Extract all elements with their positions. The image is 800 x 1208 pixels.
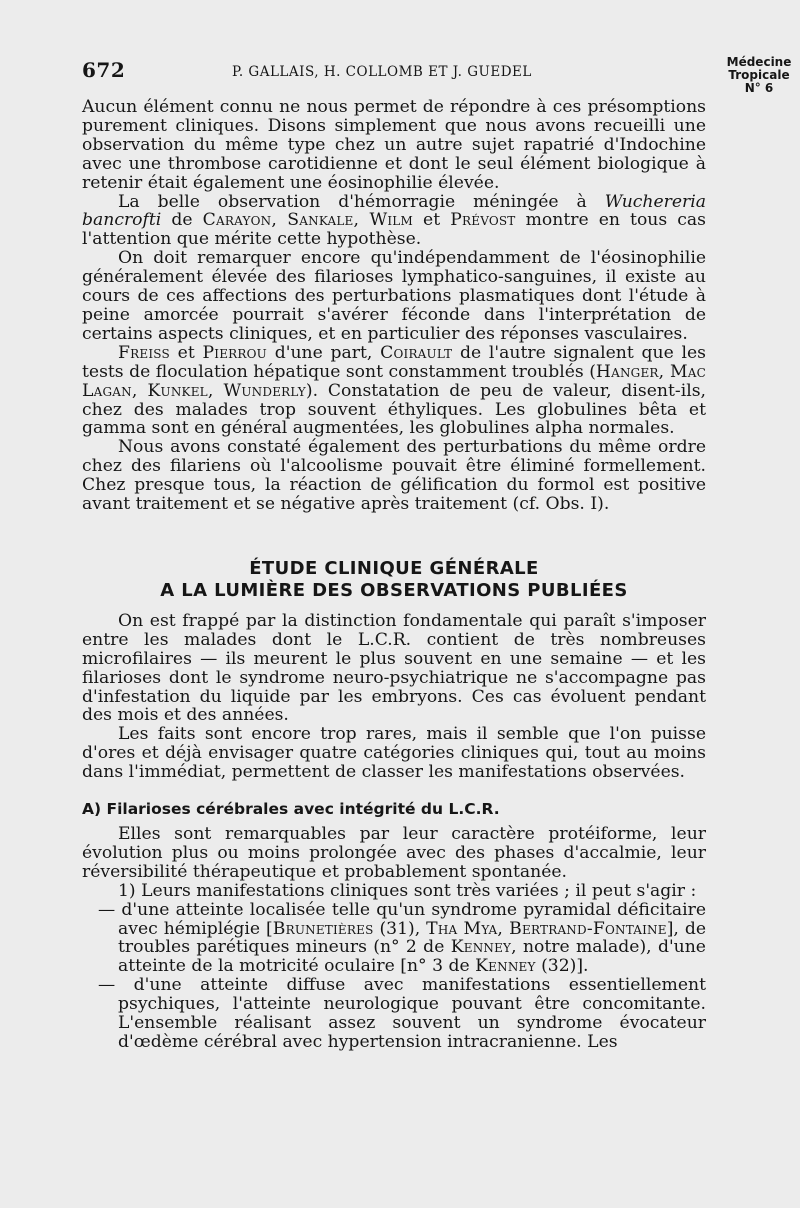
paragraph: Aucun élément connu ne nous permet de répondre à ces présomptions purement cliniques. Disons simplement que nous avons recueilli une observation du même type chez un autre sujet rapatrié d'Indochine avec une thrombose carotidienne et dont le seul élément biologique à retenir était également une éosinophilie élevée. [82, 97, 706, 193]
page-number: 672 [82, 58, 126, 82]
paragraph: 1) Leurs manifestations cliniques sont très variées ; il peut s'agir : [118, 880, 697, 901]
subsection-heading: A) Filarioses cérébrales avec intégrité du L.C.R. [82, 800, 500, 819]
paragraph: Elles sont remarquables par leur caractère protéiforme, leur évolution plus ou moins prolongée avec des phases d'accalmie, leur réversibilité thérapeutique et probablement spontanée. [82, 824, 706, 882]
paragraph: Les faits sont encore trop rares, mais il semble que l'on puisse d'ores et déjà envisager quatre catégories cliniques qui, tout au moins dans l'immédiat, permettent de classer les manifestations observées. [82, 724, 706, 783]
journal-line-2: Tropicale [728, 68, 790, 82]
journal-label [720, 56, 798, 95]
running-header-authors: P. GALLAIS, H. COLLOMB ET J. GUEDEL [232, 64, 532, 80]
section-title-line-2: A LA LUMIÈRE DES OBSERVATIONS PUBLIÉES [160, 579, 628, 601]
section-title [82, 558, 706, 602]
journal-line-3: N° 6 [744, 81, 774, 95]
journal-line-1: Médecine [726, 55, 792, 69]
section-title-line-1: ÉTUDE CLINIQUE GÉNÉRALE [249, 557, 539, 579]
paragraph: Freiss et Pierrou d'une part, Coirault de l'autre signalent que les tests de floculation hépatique sont constamment troublés (Hanger, Mac Lagan, Kunkel, Wunderly). Constatation de peu de valeur, disent-ils, chez des malades trop souvent éthyliques. Les globulines bêta et gamma sont en général augmentées, les globulines alpha normales. [82, 342, 707, 439]
list-item: — d'une atteinte localisée telle qu'un syndrome pyramidal déficitaire avec hémiplégie [Brunetières (31), Tha Mya, Bertrand-Fontaine], de troubles parétiques mineurs (n° 2 de Kenney, notre malade), d'une atteinte de la motricité oculaire [n° 3 de Kenney (32)]. [98, 899, 707, 977]
paragraph: Nous avons constaté également des perturbations du même ordre chez des filariens où l'alcoolisme pouvait être éliminé formellement. Chez presque tous, la réaction de gélification du formol est positive avant traitement et se négative après traitement (cf. Obs. I). [82, 437, 706, 515]
paragraph: On doit remarquer encore qu'indépendamment de l'éosinophilie généralement élevée des filarioses lymphatico-sanguines, il existe au cours de ces affections des perturbations plasmatiques dont l'étude à peine amorcée pourrait s'avérer féconde dans l'interprétation de certains aspects cliniques, et en particulier des réponses vasculaires. [82, 248, 706, 344]
paragraph: On est frappé par la distinction fondamentale qui paraît s'imposer entre les malades dont le L.C.R. contient de très nombreuses microfilaires — ils meurent le plus souvent en une semaine — et les filarioses dont le syndrome neuro-psychiatrique ne s'accompagne pas d'infestation du liquide par les embryons. Ces cas évoluent pendant des mois et des années. [82, 610, 706, 726]
paragraph: La belle observation d'hémorragie méningée à Wuchereria bancrofti de Carayon, Sankale, Wilm et Prévost montre en tous cas l'attention que mérite cette hypothèse. [82, 191, 706, 250]
list-item: — d'une atteinte diffuse avec manifestations essentiellement psychiques, l'atteinte neurologique pouvant être concomitante. L'ensemble réalisant assez souvent un syndrome évocateur d'œdème cérébral avec hypertension intracranienne. Les [98, 975, 706, 1052]
article-body [82, 98, 706, 1052]
